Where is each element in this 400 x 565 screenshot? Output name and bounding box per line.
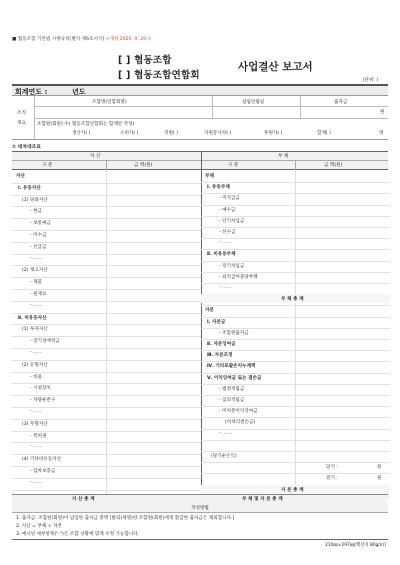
asset-row-label: 자산	[16, 174, 25, 179]
org-name-header: 조합명(연합회명)	[92, 100, 127, 105]
member-type-sponsor[interactable]: 후원자( )	[264, 131, 283, 136]
members-label: 조합원(회원) 수( 협동조합연합회는 합계만 작성)	[37, 122, 135, 127]
org-type-cooperative[interactable]: [ ] 협동조합	[118, 55, 172, 66]
liability-row-label: - 장기차입금	[219, 263, 245, 269]
asset-amount-field[interactable]	[108, 232, 198, 242]
liability-amount-field[interactable]	[297, 464, 387, 473]
asset-amount-field[interactable]	[108, 173, 198, 183]
asset-row-label: Ⅱ. 비유동자산	[18, 315, 47, 321]
asset-row-label: - 차량운반구	[30, 398, 56, 404]
founded-date-header: 설립연월일	[242, 100, 265, 105]
liability-amount-field[interactable]	[297, 307, 387, 316]
asset-row-label: - 시설장치	[30, 386, 51, 392]
asset-amount-field[interactable]	[108, 315, 198, 325]
liability-amount-field[interactable]	[297, 408, 387, 417]
liability-amount-field[interactable]	[297, 229, 387, 238]
org-info-side-label-1: 조직	[17, 111, 26, 116]
revision-date: <개정 2020. 9. 29.>	[105, 37, 152, 42]
liability-amount-field[interactable]	[297, 296, 387, 305]
liability-amount-field[interactable]	[297, 195, 387, 204]
asset-amount-field[interactable]	[108, 267, 198, 277]
fiscal-year-field[interactable]: 년도	[72, 88, 86, 96]
assets-header: 자 산	[90, 154, 101, 159]
fiscal-year-bar	[12, 84, 388, 96]
liab-equity-total-label: 부 채 및 자 본 총 계	[242, 497, 283, 502]
asset-row-label: - ……	[30, 350, 43, 355]
liability-row-label: - 퇴직급여충당부채	[219, 274, 258, 280]
liability-row-label: - 조합원출자금	[219, 330, 249, 336]
asset-amount-field[interactable]	[108, 197, 198, 207]
asset-amount-field[interactable]	[108, 444, 198, 454]
asset-row-label: - 비품	[30, 374, 42, 380]
prior-period-unit: 원	[377, 476, 382, 482]
member-type-volunteer[interactable]: 자원봉사자( )	[204, 131, 232, 136]
org-info-table	[12, 96, 388, 140]
asset-row-label: (3) 무형자산	[22, 421, 48, 427]
asset-row-label: (1) 투자자산	[22, 327, 48, 333]
liability-amount-field[interactable]	[297, 341, 387, 350]
liability-row-label: 당기 :	[326, 465, 338, 471]
member-unit: 명	[379, 131, 384, 136]
founded-date-field[interactable]	[222, 108, 292, 116]
liability-row-label: 전기 :	[326, 476, 338, 482]
org-info-side-label-2: 개요	[17, 121, 26, 126]
asset-amount-field[interactable]	[108, 362, 198, 372]
liability-amount-field[interactable]	[297, 173, 387, 182]
liability-row-label: - ……	[219, 430, 232, 436]
org-type-federation[interactable]: [ ] 협동조합연합회	[118, 70, 200, 81]
asset-amount-field[interactable]	[108, 456, 198, 466]
form-reference-text: ■ 협동조합 기본법 시행규칙[별지 제6호서식]	[12, 37, 105, 42]
liability-amount-field[interactable]	[297, 285, 387, 294]
instruction-line-3: 3. 예시된 세부항목("-")은 조합 상황에 맞게 수정 가능합니다.	[16, 532, 140, 537]
asset-row-label: - 미수금	[30, 233, 47, 238]
liability-row-label: Ⅰ. 유동부채	[207, 185, 230, 191]
instructions-header: 작성방법	[12, 504, 388, 513]
asset-amount-field[interactable]	[108, 291, 198, 301]
asset-row-label: (2) 재고자산	[22, 268, 48, 274]
asset-row-label: - ……	[30, 479, 43, 485]
liability-row-label: - ……	[219, 285, 232, 290]
asset-amount-field[interactable]	[108, 480, 198, 490]
liability-row-label: Ⅳ. 기타포괄손익누계액	[207, 364, 256, 370]
asset-row-label: - 원재료	[30, 292, 47, 297]
member-type-employee[interactable]: 직원( )	[164, 131, 178, 136]
asset-amount-field[interactable]	[108, 350, 198, 360]
asset-row-label: - 선급금	[30, 244, 47, 250]
liability-amount-field[interactable]	[297, 218, 387, 227]
asset-row-label: - 제품	[30, 280, 42, 286]
liability-amount-field[interactable]	[297, 240, 387, 249]
liability-row-label: Ⅴ. 이익잉여금 또는 결손금	[207, 375, 262, 381]
liability-row-label: - 미지급금	[219, 196, 240, 202]
liability-amount-field[interactable]	[297, 363, 387, 372]
liability-row-label: - ……	[219, 240, 232, 246]
liability-amount-field[interactable]	[297, 207, 387, 216]
liab-amount-header: 금 액(원)	[324, 163, 343, 168]
liability-amount-field[interactable]	[297, 184, 387, 193]
asset-amount-field[interactable]	[108, 374, 198, 384]
liability-amount-field[interactable]	[297, 453, 387, 462]
liability-row-label: - 미처분이익잉여금	[219, 409, 258, 415]
liability-amount-field[interactable]	[297, 475, 387, 484]
liability-amount-field[interactable]	[297, 442, 387, 451]
asset-row-label: (2) 유형자산	[22, 362, 48, 368]
liability-row-label: - 선수금	[219, 230, 236, 235]
asset-amount-field[interactable]	[108, 433, 198, 443]
asset-row-label: - ……	[30, 302, 43, 308]
instruction-line-1: 1. 출자금: 조합원(회원)이 납입한 출자금 총액 [탈퇴(제명)한 조합원(회원)에게 환급한 출자금은 제외합니다.]	[16, 516, 235, 521]
asset-amount-field[interactable]	[108, 208, 198, 218]
form-reference	[12, 36, 151, 42]
liability-amount-field[interactable]	[297, 274, 387, 283]
liability-row-label: Ⅱ. 자본잉여금	[207, 342, 236, 347]
asset-total-label: 자 산 총 계	[72, 497, 95, 502]
asset-amount-field[interactable]	[108, 468, 198, 478]
title-block	[118, 50, 358, 84]
liability-row-label: (미처리결손금)	[225, 420, 256, 426]
fiscal-year-label: 회계연도 :	[15, 88, 48, 96]
liability-amount-field[interactable]	[297, 397, 387, 406]
capital-header: 출자금	[334, 100, 348, 105]
asset-row-label: - 보통예금	[30, 221, 51, 227]
liability-amount-field[interactable]	[297, 263, 387, 272]
current-period-unit: 원	[377, 465, 382, 471]
asset-row-label: - 임차보증금	[30, 469, 56, 474]
liability-row-label: 부채	[205, 174, 214, 179]
member-type-producer[interactable]: 생산자( )	[72, 131, 91, 136]
liability-amount-field[interactable]	[297, 375, 387, 384]
assets-category-header: 구 분	[42, 163, 53, 168]
asset-amount-field[interactable]	[108, 256, 198, 266]
liability-row-label: Ⅰ. 자본금	[207, 319, 226, 325]
asset-row-label: - 현금	[30, 209, 42, 215]
asset-amount-field[interactable]	[108, 397, 198, 407]
liability-row-label: - 법정적립금	[219, 386, 245, 392]
unit-label: (단위: )	[362, 78, 378, 83]
report-title: 사업결산 보고서	[238, 61, 313, 73]
asset-amount-field[interactable]	[108, 303, 198, 313]
liabilities-header: 부 채	[278, 154, 289, 159]
asset-amount-field[interactable]	[108, 185, 198, 195]
liability-row-label: - 단기차입금	[219, 218, 245, 224]
liability-row-label: - 예수금	[219, 207, 236, 213]
member-type-total[interactable]: 합계( )	[317, 131, 331, 136]
liab-category-header: 구 분	[228, 163, 239, 168]
paper-spec: 210㎜×297㎜[백상지 80g/㎡]	[324, 543, 386, 548]
liability-amount-field[interactable]	[297, 386, 387, 395]
asset-amount-field[interactable]	[108, 421, 198, 431]
liability-amount-field[interactable]	[297, 431, 387, 440]
asset-row-label: - ……	[30, 409, 43, 414]
instruction-line-2: 2. 자산 = 부채 + 자본	[16, 524, 63, 529]
asset-amount-field[interactable]	[108, 220, 198, 230]
asset-row-label: - 장기성예적금	[30, 339, 60, 345]
asset-row-label: - ……	[30, 255, 43, 261]
liability-row-label: 자본	[205, 308, 214, 314]
asset-amount-field[interactable]	[108, 385, 198, 395]
asset-row-label: (1) 당좌자산	[22, 197, 48, 203]
asset-amount-field[interactable]	[108, 279, 198, 289]
liability-row-label: - 임의적립금	[219, 398, 245, 403]
liability-row-label: 부 채 총 계	[281, 297, 304, 303]
asset-amount-field[interactable]	[108, 409, 198, 419]
capital-unit: 원	[380, 110, 385, 115]
liability-row-label: 자 본 총 계	[281, 487, 304, 493]
liability-row-label: Ⅱ. 비유동부채	[207, 252, 236, 258]
liability-amount-field[interactable]	[297, 319, 387, 328]
asset-row-label: (4) 기타비유동자산	[22, 457, 62, 463]
liability-amount-field[interactable]	[297, 330, 387, 339]
liability-amount-field[interactable]	[297, 419, 387, 428]
liability-amount-field[interactable]	[297, 251, 387, 260]
balance-sheet-table	[12, 151, 388, 504]
asset-row-label: - ……	[30, 444, 43, 450]
instructions	[12, 504, 388, 540]
org-name-field[interactable]	[72, 108, 192, 116]
asset-row-label: Ⅰ. 유동자산	[18, 185, 41, 191]
member-type-consumer[interactable]: 소비자( )	[120, 131, 139, 136]
section-title: ① 대차대조표	[12, 145, 41, 150]
asset-amount-field[interactable]	[108, 326, 198, 336]
liability-row-label: Ⅲ. 자본조정	[207, 353, 233, 359]
liability-row-label: (당기순손익)	[211, 454, 237, 459]
asset-row-label: - 특허권	[30, 433, 47, 439]
assets-amount-header: 금 액(원)	[134, 163, 153, 168]
asset-amount-field[interactable]	[108, 244, 198, 254]
asset-amount-field[interactable]	[108, 338, 198, 348]
liability-amount-field[interactable]	[297, 352, 387, 361]
